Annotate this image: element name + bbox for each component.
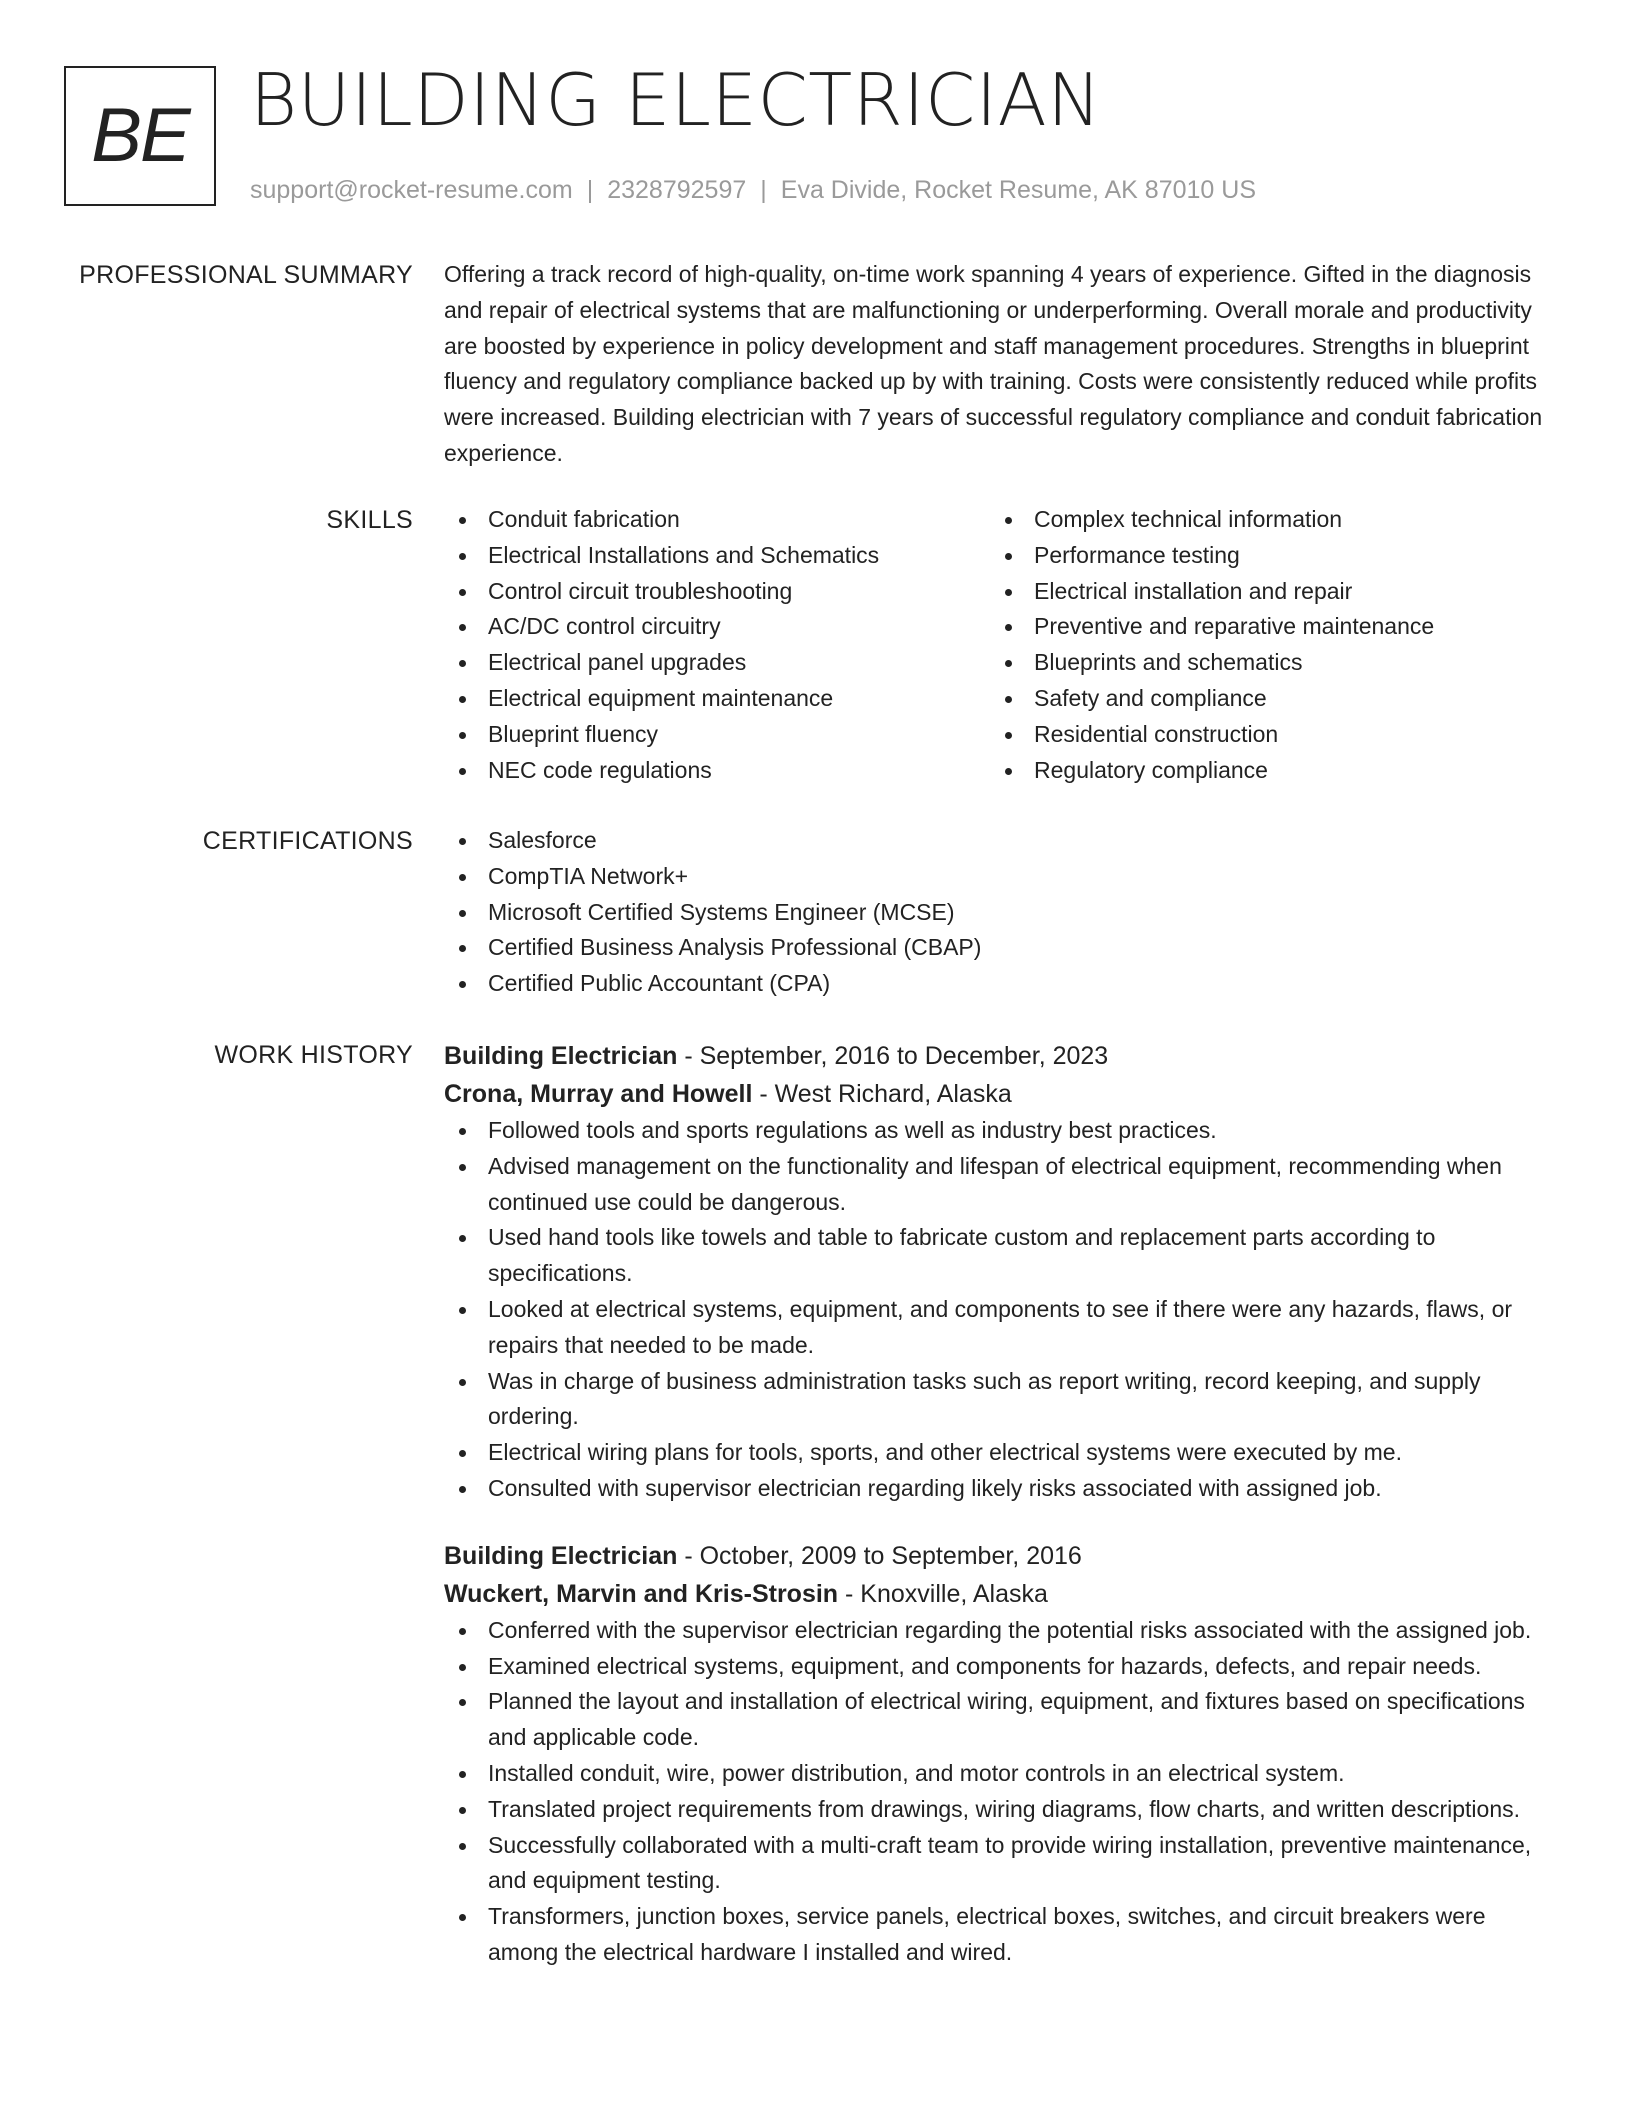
contact-email: support@rocket-resume.com [250,176,573,204]
certification-item: Microsoft Certified Systems Engineer (MCSE) [444,895,1559,931]
skill-item: Regulatory compliance [990,753,1536,789]
job-company: Wuckert, Marvin and Kris-Strosin [444,1579,839,1608]
certifications-body [444,823,1559,1002]
skills-grid [444,502,1559,788]
contact-address: Eva Divide, Rocket Resume, AK 87010 US [780,176,1256,204]
job-location: - Knoxville, Alaska [838,1579,1048,1608]
job-location: - West Richard, Alaska [752,1080,1012,1108]
job-duties-list [444,1613,1559,1971]
job-entry [444,1537,1559,1971]
job-duty-item: Conferred with the supervisor electrician regarding the potential risks associated with the assigned job. [444,1613,1559,1649]
job-duty-item: Electrical wiring plans for tools, sports, and other electrical systems were executed by me. [444,1435,1559,1471]
job-company-line [444,1575,1559,1613]
job-title-line [444,1537,1559,1575]
job-duty-item: Followed tools and sports regulations as well as industry best practices. [444,1113,1559,1149]
certifications-list [444,823,1559,1002]
skill-item: Residential construction [990,717,1536,753]
job-duties-list [444,1113,1559,1507]
skill-item: Control circuit troubleshooting [444,574,990,610]
skill-item: Conduit fabrication [444,502,990,538]
skill-item: Electrical panel upgrades [444,645,990,681]
skill-item: Blueprints and schematics [990,645,1536,681]
job-duty-item: Transformers, junction boxes, service panels, electrical boxes, switches, and circuit breakers were among the electrical hardware I installed and wired. [444,1899,1559,1971]
skills-body [444,502,1559,788]
section-heading-skills: SKILLS [326,506,413,534]
job-duty-item: Used hand tools like towels and table to fabricate custom and replacement parts according to specifications. [444,1220,1559,1292]
contact-separator: | [760,176,767,204]
skill-item: Performance testing [990,538,1536,574]
job-duty-item: Consulted with supervisor electrician regarding likely risks associated with assigned job. [444,1471,1559,1507]
resume-title: BUILDING ELECTRICIAN [250,58,1102,142]
skill-item: Complex technical information [990,502,1536,538]
job-duty-item: Examined electrical systems, equipment, and components for hazards, defects, and repair needs. [444,1649,1559,1685]
skill-item: AC/DC control circuitry [444,609,990,645]
job-duty-item: Was in charge of business administration tasks such as report writing, record keeping, and supply ordering. [444,1364,1559,1436]
skills-list-right [990,502,1536,788]
section-heading-work-history: WORK HISTORY [214,1041,413,1069]
skill-item: Safety and compliance [990,681,1536,717]
monogram-initials: BE [91,93,189,178]
contact-line [250,174,1256,206]
section-heading-certifications: CERTIFICATIONS [202,827,413,855]
job-duty-item: Planned the layout and installation of electrical wiring, equipment, and fixtures based on specifications and applicable code. [444,1684,1559,1756]
contact-separator: | [586,176,594,204]
job-duty-item: Advised management on the functionality and lifespan of electrical equipment, recommending when continued use could be dangerous. [444,1149,1559,1221]
monogram-box [64,66,216,206]
job-dates: - September, 2016 to December, 2023 [677,1042,1109,1070]
certification-item: CompTIA Network+ [444,859,1559,895]
job-duty-item: Successfully collaborated with a multi-craft team to provide wiring installation, preventive maintenance, and equipment testing. [444,1828,1559,1900]
job-duty-item: Installed conduit, wire, power distribution, and motor controls in an electrical system. [444,1756,1559,1792]
skill-item: Electrical equipment maintenance [444,681,990,717]
job-duty-item: Translated project requirements from drawings, wiring diagrams, flow charts, and written descriptions. [444,1792,1559,1828]
skill-item: Preventive and reparative maintenance [990,609,1536,645]
job-duty-item: Looked at electrical systems, equipment, and components to see if there were any hazards, flaws, or repairs that needed to be made. [444,1292,1559,1364]
job-entry [444,1037,1559,1507]
job-title-line [444,1037,1559,1075]
certification-item: Salesforce [444,823,1559,859]
certification-item: Certified Public Accountant (CPA) [444,966,1559,1002]
skill-item: Electrical installation and repair [990,574,1536,610]
summary-body [444,257,1559,472]
job-title: Building Electrician [444,1042,678,1070]
job-company-line [444,1075,1559,1113]
contact-phone: 2328792597 [607,176,747,204]
work-history-body [444,1037,1559,1971]
skills-list-left [444,502,990,788]
skill-item: Electrical Installations and Schematics [444,538,990,574]
skill-item: Blueprint fluency [444,717,990,753]
job-title: Building Electrician [444,1541,678,1570]
skill-item: NEC code regulations [444,753,990,789]
section-heading-summary: PROFESSIONAL SUMMARY [79,261,413,289]
certification-item: Certified Business Analysis Professional (CBAP) [444,930,1559,966]
job-company: Crona, Murray and Howell [444,1080,753,1108]
summary-text: Offering a track record of high-quality, on-time work spanning 4 years of experience. Gifted in the diagnosis and repair of electrical systems that are malfunctioning or underperforming. Overall morale and productivity are boosted by experience in policy development and staff management procedures. Strengths in blueprint fluency and regulatory compliance backed up by with training. Costs were consistently reduced while profits were increased. Building electrician with 7 years of successful regulatory compliance and conduit fabrication experience. [444,261,1543,466]
job-dates: - October, 2009 to September, 2016 [677,1541,1082,1570]
